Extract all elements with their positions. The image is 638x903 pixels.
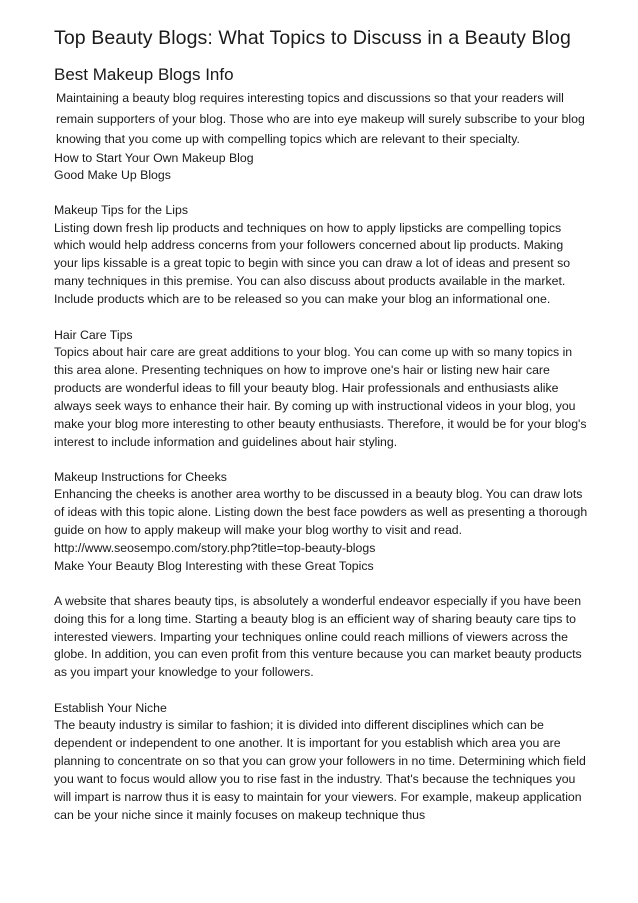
section-body-niche: The beauty industry is similar to fashion; it is divided into different disciplines which can be dependent or independent to one another. It is important for you establish which area you are planning to concentrate on so that you can grow your followers in no time. Determining which field you want to focus would allow you to rise fast in the industry. That's because the techniques you will impart is narrow thus it is easy to maintain for your viewers. For example, makeup application can be your niche since it mainly focuses on makeup technique thus [54,718,586,822]
spacer [54,185,590,203]
section-heading-niche: Establish Your Niche [54,700,167,715]
section-body-cheeks: Enhancing the cheeks is another area worthy to be discussed in a beauty blog. You can draw lots of ideas with this topic alone. Listing down the best face powders as well as presenting a thorough guide on how to apply makeup will make your blog worthy to visit and read. [54,487,588,538]
section-heading-hair: Hair Care Tips [54,327,133,342]
spacer [54,451,590,469]
intro-paragraph: Maintaining a beauty blog requires interesting topics and discussions so that your readers will remain supporters of your blog. Those who are into eye makeup will surely subscribe to your blog knowing that you come up with compelling topics which are relevant to their specialty. [56,91,585,146]
document-page [54,24,590,825]
spacer [54,309,590,327]
website-paragraph: A website that shares beauty tips, is absolutely a wonderful endeavor especially if you have been doing this for a long time. Starting a beauty blog is an efficient way of sharing beauty care tips to interested viewers. Imparting your techniques online could reach millions of viewers across the globe. In addition, you can even profit from this venture because you can market beauty products as you impart your knowledge to your followers. [54,593,582,680]
section-body-lips: Listing down fresh lip products and techniques on how to apply lipsticks are compelling topics which would help address concerns from your followers concerned about lip products. Making your lips kissable is a great topic to begin with since you can draw a lot of ideas and present so many techniques in this premise. You can also discuss about products available in the market. Include products which are to be released so you can make your blog an informational one. [54,220,571,307]
section-body-hair: Topics about hair care are great additions to your blog. You can come up with so many topics in this area alone. Presenting techniques on how to improve one's hair or listing new hair care products are wonderful ideas to fill your beauty blog. Hair professionals and enthusiasts alike always seek ways to enhance their hair. By coming up with instructional videos in your blog, you make your blog more interesting to other beauty enthusiasts. Therefore, it would be for your blog's interest to include information and guidelines about hair styling. [54,345,587,449]
source-url: http://www.seosempo.com/story.php?title=top-beauty-blogs [54,541,376,556]
spacer [54,682,590,700]
related-link-good-blogs: Good Make Up Blogs [54,168,171,182]
related-link-great-topics: Make Your Beauty Blog Interesting with these Great Topics [54,558,374,573]
page-subtitle: Best Makeup Blogs Info [54,65,234,84]
section-heading-cheeks: Makeup Instructions for Cheeks [54,469,227,484]
related-link-start-blog: How to Start Your Own Makeup Blog [54,150,254,165]
page-title: Top Beauty Blogs: What Topics to Discuss in a Beauty Blog [54,27,571,49]
spacer [54,575,590,593]
section-heading-lips: Makeup Tips for the Lips [54,203,188,217]
